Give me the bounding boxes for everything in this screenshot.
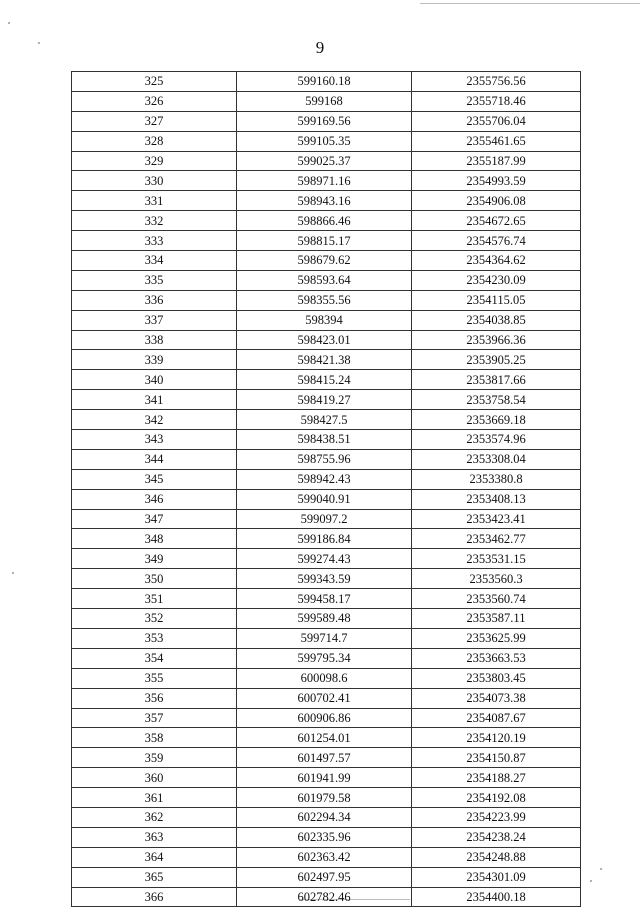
point-number-cell: 358: [72, 728, 237, 748]
y-coordinate-cell: 2355461.65: [412, 131, 581, 151]
point-number-cell: 365: [72, 867, 237, 887]
point-number-cell: 348: [72, 529, 237, 549]
y-coordinate-cell: 2353462.77: [412, 529, 581, 549]
x-coordinate-cell: 598421.38: [237, 350, 412, 370]
x-coordinate-cell: 599160.18: [237, 72, 412, 92]
y-coordinate-cell: 2354400.18: [412, 887, 581, 907]
table-row: [72, 569, 581, 589]
y-coordinate-cell: 2353560.74: [412, 589, 581, 609]
point-number-cell: 366: [72, 887, 237, 907]
table-row: [72, 628, 581, 648]
x-coordinate-cell: 601497.57: [237, 748, 412, 768]
x-coordinate-cell: 602782.46: [237, 887, 412, 907]
point-number-cell: 359: [72, 748, 237, 768]
table-row: [72, 589, 581, 609]
x-coordinate-cell: 598755.96: [237, 449, 412, 469]
point-number-cell: 329: [72, 151, 237, 171]
point-number-cell: 354: [72, 648, 237, 668]
y-coordinate-cell: 2354248.88: [412, 847, 581, 867]
table-row: [72, 807, 581, 827]
x-coordinate-cell: 599274.43: [237, 549, 412, 569]
table-row: [72, 430, 581, 450]
y-coordinate-cell: 2354672.65: [412, 211, 581, 231]
point-number-cell: 336: [72, 290, 237, 310]
point-number-cell: 334: [72, 251, 237, 271]
table-row: [72, 748, 581, 768]
x-coordinate-cell: 602363.42: [237, 847, 412, 867]
y-coordinate-cell: 2353408.13: [412, 489, 581, 509]
coordinate-table-body: [72, 72, 581, 907]
table-row: [72, 867, 581, 887]
page-number: 9: [315, 38, 325, 57]
x-coordinate-cell: 599105.35: [237, 131, 412, 151]
y-coordinate-cell: 2353574.96: [412, 430, 581, 450]
x-coordinate-cell: 602294.34: [237, 807, 412, 827]
point-number-cell: 340: [72, 370, 237, 390]
table-row: [72, 529, 581, 549]
table-row: [72, 270, 581, 290]
y-coordinate-cell: 2353758.54: [412, 390, 581, 410]
table-row: [72, 91, 581, 111]
table-row: [72, 290, 581, 310]
table-row: [72, 131, 581, 151]
table-row: [72, 827, 581, 847]
x-coordinate-cell: 600906.86: [237, 708, 412, 728]
point-number-cell: 332: [72, 211, 237, 231]
table-row: [72, 231, 581, 251]
y-coordinate-cell: 2353587.11: [412, 609, 581, 629]
y-coordinate-cell: 2355718.46: [412, 91, 581, 111]
point-number-cell: 327: [72, 111, 237, 131]
y-coordinate-cell: 2353531.15: [412, 549, 581, 569]
table-row: [72, 370, 581, 390]
point-number-cell: 362: [72, 807, 237, 827]
y-coordinate-cell: 2354238.24: [412, 827, 581, 847]
point-number-cell: 341: [72, 390, 237, 410]
table-row: [72, 410, 581, 430]
table-row: [72, 847, 581, 867]
table-row: [72, 449, 581, 469]
point-number-cell: 356: [72, 688, 237, 708]
y-coordinate-cell: 2354192.08: [412, 788, 581, 808]
y-coordinate-cell: 2353803.45: [412, 668, 581, 688]
x-coordinate-cell: 599714.7: [237, 628, 412, 648]
y-coordinate-cell: 2354120.19: [412, 728, 581, 748]
x-coordinate-cell: 599168: [237, 91, 412, 111]
y-coordinate-cell: 2354073.38: [412, 688, 581, 708]
point-number-cell: 363: [72, 827, 237, 847]
x-coordinate-cell: 600702.41: [237, 688, 412, 708]
y-coordinate-cell: 2353560.3: [412, 569, 581, 589]
point-number-cell: 326: [72, 91, 237, 111]
scan-speck: [600, 868, 602, 870]
table-row: [72, 609, 581, 629]
x-coordinate-cell: 602335.96: [237, 827, 412, 847]
table-row: [72, 310, 581, 330]
point-number-cell: 342: [72, 410, 237, 430]
y-coordinate-cell: 2353905.25: [412, 350, 581, 370]
table-row: [72, 211, 581, 231]
x-coordinate-cell: 598415.24: [237, 370, 412, 390]
point-number-cell: 364: [72, 847, 237, 867]
x-coordinate-cell: 602497.95: [237, 867, 412, 887]
x-coordinate-cell: 599589.48: [237, 609, 412, 629]
table-row: [72, 887, 581, 907]
point-number-cell: 349: [72, 549, 237, 569]
x-coordinate-cell: 598943.16: [237, 191, 412, 211]
table-row: [72, 768, 581, 788]
point-number-cell: 343: [72, 430, 237, 450]
table-row: [72, 708, 581, 728]
y-coordinate-cell: 2354115.05: [412, 290, 581, 310]
table-row: [72, 469, 581, 489]
x-coordinate-cell: 598593.64: [237, 270, 412, 290]
y-coordinate-cell: 2354150.87: [412, 748, 581, 768]
x-coordinate-cell: 598942.43: [237, 469, 412, 489]
y-coordinate-cell: 2355706.04: [412, 111, 581, 131]
y-coordinate-cell: 2353817.66: [412, 370, 581, 390]
y-coordinate-cell: 2354301.09: [412, 867, 581, 887]
point-number-cell: 361: [72, 788, 237, 808]
y-coordinate-cell: 2355756.56: [412, 72, 581, 92]
y-coordinate-cell: 2353966.36: [412, 330, 581, 350]
scan-edge-top: [420, 3, 640, 4]
x-coordinate-cell: 598355.56: [237, 290, 412, 310]
point-number-cell: 339: [72, 350, 237, 370]
table-row: [72, 350, 581, 370]
y-coordinate-cell: 2354230.09: [412, 270, 581, 290]
y-coordinate-cell: 2354993.59: [412, 171, 581, 191]
y-coordinate-cell: 2354364.62: [412, 251, 581, 271]
scan-speck: [8, 22, 10, 24]
y-coordinate-cell: 2355187.99: [412, 151, 581, 171]
table-row: [72, 688, 581, 708]
table-row: [72, 489, 581, 509]
x-coordinate-cell: 598438.51: [237, 430, 412, 450]
x-coordinate-cell: 598679.62: [237, 251, 412, 271]
y-coordinate-cell: 2353625.99: [412, 628, 581, 648]
table-row: [72, 728, 581, 748]
y-coordinate-cell: 2354223.99: [412, 807, 581, 827]
y-coordinate-cell: 2353669.18: [412, 410, 581, 430]
x-coordinate-cell: 598815.17: [237, 231, 412, 251]
x-coordinate-cell: 599025.37: [237, 151, 412, 171]
point-number-cell: 331: [72, 191, 237, 211]
table-row: [72, 390, 581, 410]
table-row: [72, 151, 581, 171]
point-number-cell: 352: [72, 609, 237, 629]
table-row: [72, 668, 581, 688]
x-coordinate-cell: 598419.27: [237, 390, 412, 410]
x-coordinate-cell: 601979.58: [237, 788, 412, 808]
table-row: [72, 251, 581, 271]
coordinate-table: [71, 71, 581, 907]
y-coordinate-cell: 2353308.04: [412, 449, 581, 469]
x-coordinate-cell: 600098.6: [237, 668, 412, 688]
table-row: [72, 509, 581, 529]
table-row: [72, 648, 581, 668]
x-coordinate-cell: 599458.17: [237, 589, 412, 609]
point-number-cell: 325: [72, 72, 237, 92]
y-coordinate-cell: 2354038.85: [412, 310, 581, 330]
y-coordinate-cell: 2354188.27: [412, 768, 581, 788]
x-coordinate-cell: 599097.2: [237, 509, 412, 529]
point-number-cell: 353: [72, 628, 237, 648]
point-number-cell: 347: [72, 509, 237, 529]
x-coordinate-cell: 598427.5: [237, 410, 412, 430]
x-coordinate-cell: 601941.99: [237, 768, 412, 788]
table-row: [72, 191, 581, 211]
y-coordinate-cell: 2353423.41: [412, 509, 581, 529]
x-coordinate-cell: 598866.46: [237, 211, 412, 231]
y-coordinate-cell: 2354576.74: [412, 231, 581, 251]
x-coordinate-cell: 598971.16: [237, 171, 412, 191]
x-coordinate-cell: 601254.01: [237, 728, 412, 748]
point-number-cell: 360: [72, 768, 237, 788]
point-number-cell: 333: [72, 231, 237, 251]
point-number-cell: 330: [72, 171, 237, 191]
y-coordinate-cell: 2354087.67: [412, 708, 581, 728]
point-number-cell: 345: [72, 469, 237, 489]
y-coordinate-cell: 2354906.08: [412, 191, 581, 211]
y-coordinate-cell: 2353663.53: [412, 648, 581, 668]
point-number-cell: 346: [72, 489, 237, 509]
x-coordinate-cell: 598423.01: [237, 330, 412, 350]
point-number-cell: 357: [72, 708, 237, 728]
scan-speck: [590, 880, 592, 882]
x-coordinate-cell: 599186.84: [237, 529, 412, 549]
x-coordinate-cell: 599040.91: [237, 489, 412, 509]
table-row: [72, 111, 581, 131]
point-number-cell: 337: [72, 310, 237, 330]
point-number-cell: 355: [72, 668, 237, 688]
table-row: [72, 171, 581, 191]
table-row: [72, 72, 581, 92]
y-coordinate-cell: 2353380.8: [412, 469, 581, 489]
table-row: [72, 788, 581, 808]
point-number-cell: 350: [72, 569, 237, 589]
point-number-cell: 351: [72, 589, 237, 609]
point-number-cell: 328: [72, 131, 237, 151]
table-row: [72, 330, 581, 350]
point-number-cell: 335: [72, 270, 237, 290]
table-row: [72, 549, 581, 569]
x-coordinate-cell: 598394: [237, 310, 412, 330]
x-coordinate-cell: 599169.56: [237, 111, 412, 131]
scan-speck: [12, 572, 14, 574]
point-number-cell: 338: [72, 330, 237, 350]
point-number-cell: 344: [72, 449, 237, 469]
x-coordinate-cell: 599343.59: [237, 569, 412, 589]
x-coordinate-cell: 599795.34: [237, 648, 412, 668]
